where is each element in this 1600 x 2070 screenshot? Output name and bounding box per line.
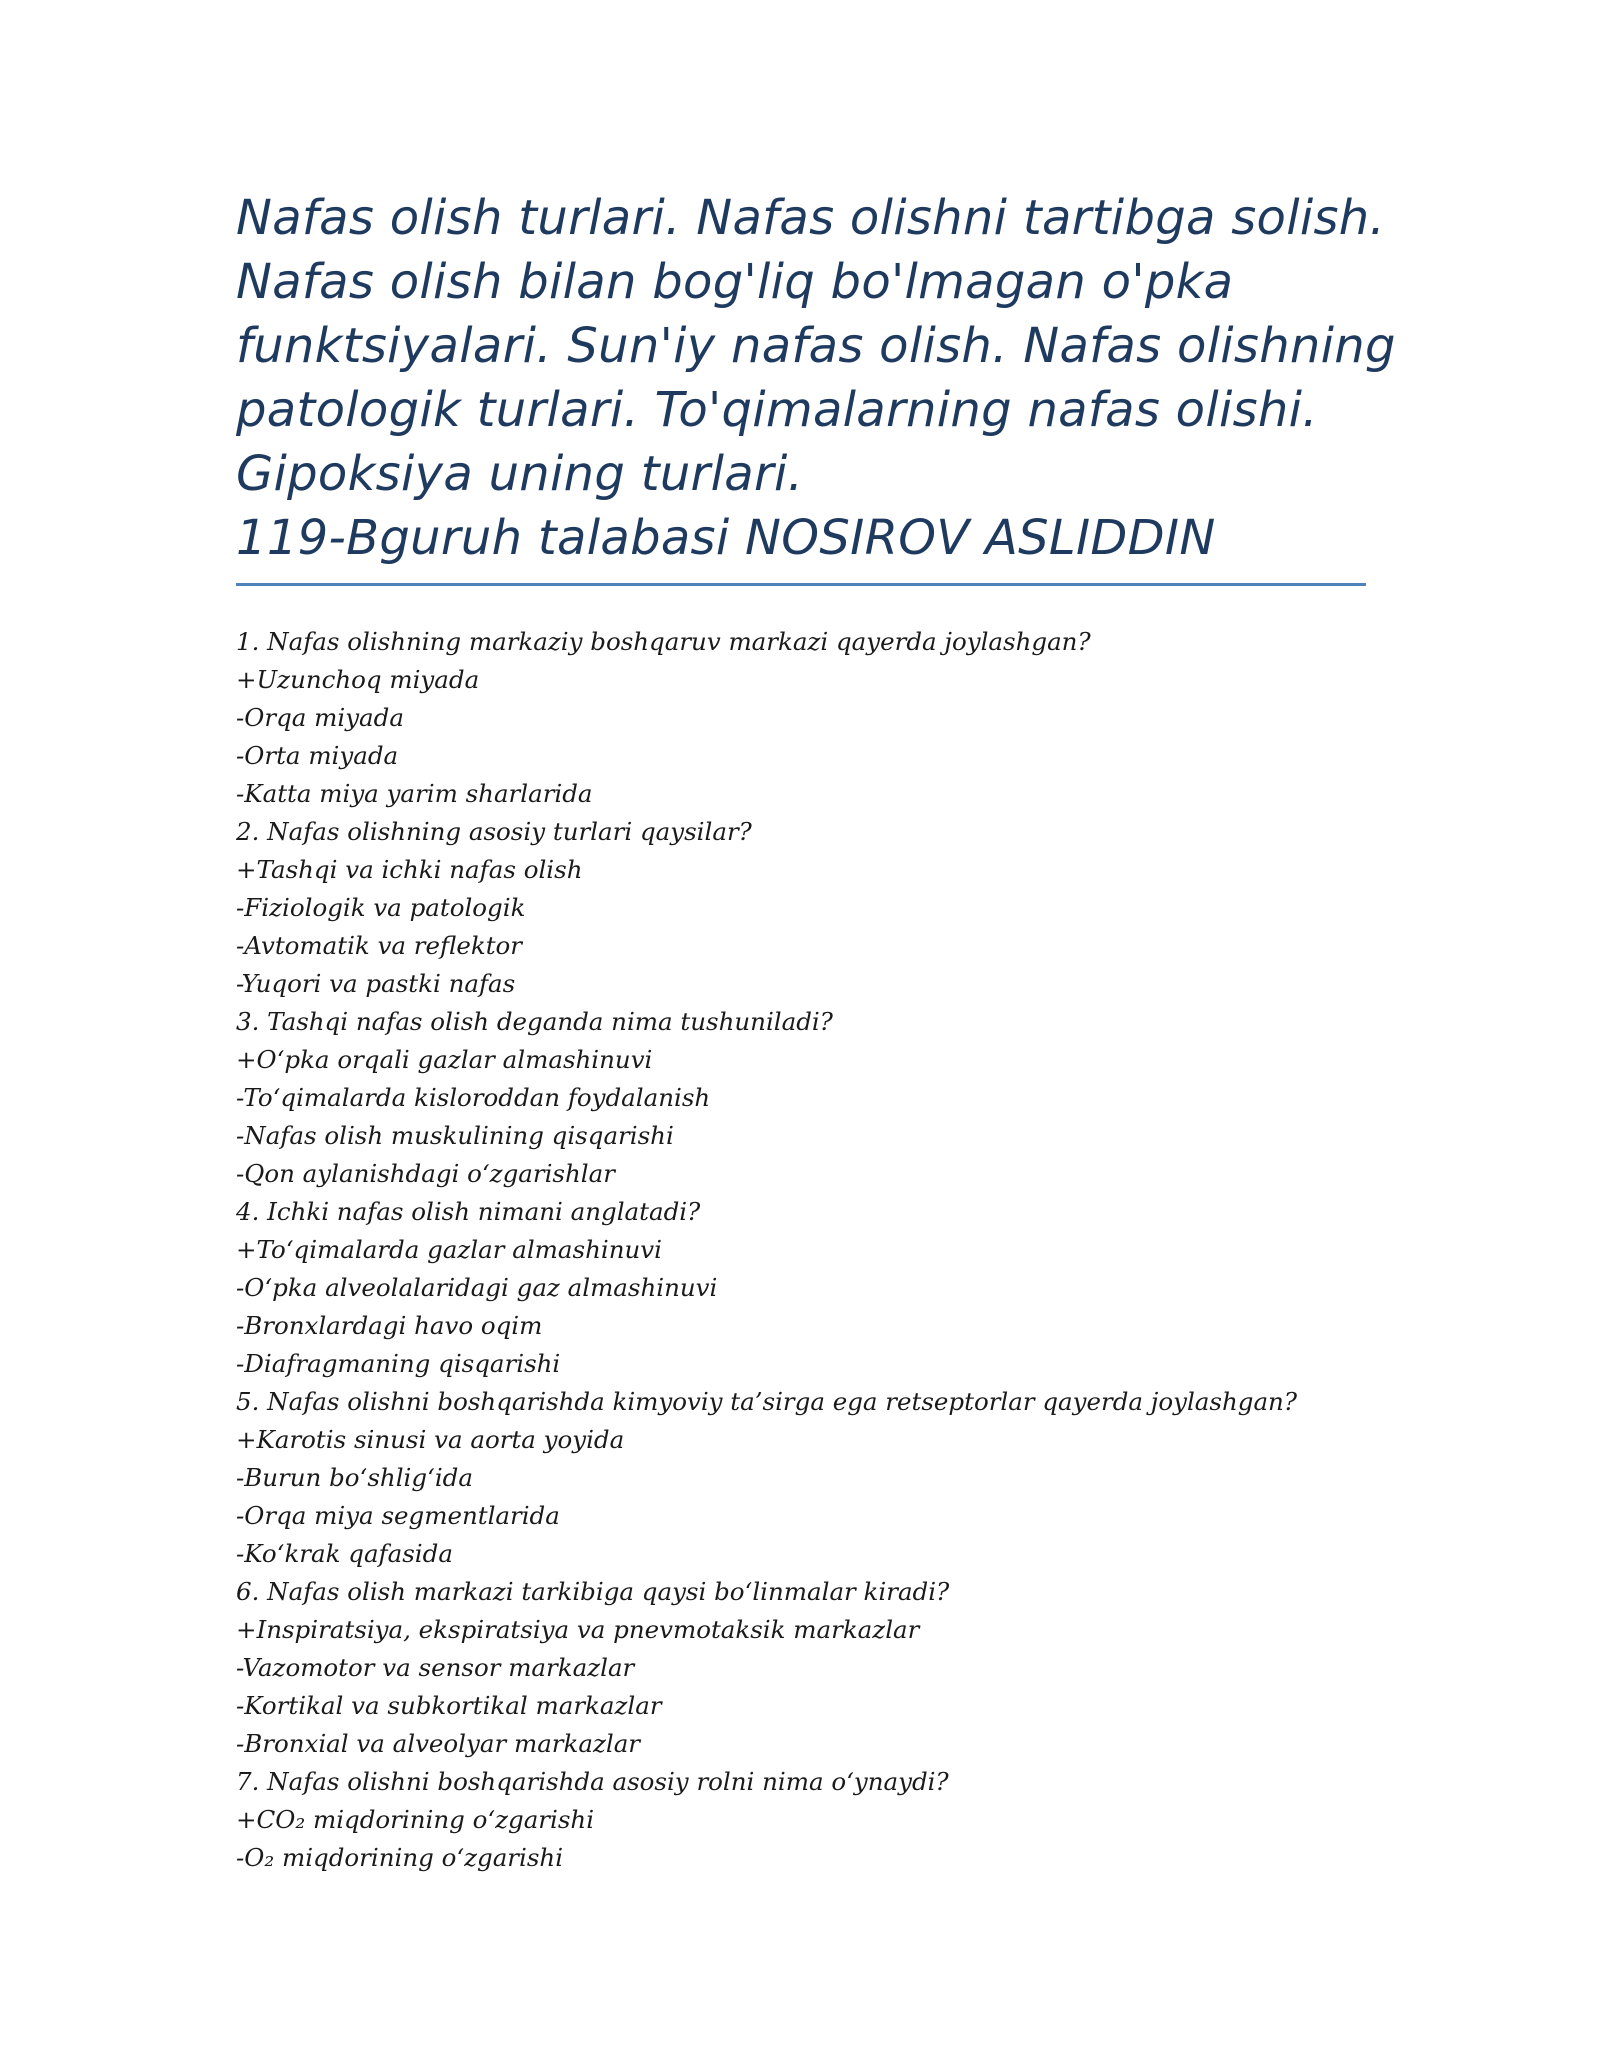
answer-line: -Orqa miyada: [236, 703, 404, 732]
answer-line: -O₂ miqdorining o‘zgarishi: [236, 1843, 564, 1872]
answer-line: -To‘qimalarda kisloroddan foydalanish: [236, 1083, 711, 1112]
answer-line: -Orqa miya segmentlarida: [236, 1501, 560, 1530]
answer-line: -Katta miya yarim sharlarida: [236, 779, 593, 808]
question-line: 6. Nafas olish markazi tarkibiga qaysi bo‘linmalar kiradi?: [236, 1577, 950, 1606]
title-underline: [236, 583, 1366, 586]
title-line: Nafas olish turlari. Nafas olishni tartibga solish.: [236, 190, 1386, 246]
question-line: 3. Tashqi nafas olish deganda nima tushuniladi?: [236, 1007, 833, 1036]
title-line: Nafas olish bilan bog'liq bo'lmagan o'pka: [236, 254, 1234, 310]
answer-line: -Bronxial va alveolyar markazlar: [236, 1729, 641, 1758]
answer-line: -Yuqori va pastki nafas: [236, 969, 516, 998]
answer-line: +To‘qimalarda gazlar almashinuvi: [236, 1235, 662, 1264]
answer-line: -Fiziologik va patologik: [236, 893, 526, 922]
author-line: 119-Bguruh talabasi NOSIROV ASLIDDIN: [236, 510, 1216, 566]
title-line: Gipoksiya uning turlari.: [236, 446, 804, 502]
answer-line: +CO₂ miqdorining o‘zgarishi: [236, 1805, 595, 1834]
answer-line: -Nafas olish muskulining qisqarishi: [236, 1121, 674, 1150]
answer-line: +O‘pka orqali gazlar almashinuvi: [236, 1045, 653, 1074]
answer-line: -Ko‘krak qafasida: [236, 1539, 453, 1568]
answer-line: -O‘pka alveolalaridagi gaz almashinuvi: [236, 1273, 718, 1302]
question-line: 5. Nafas olishni boshqarishda kimyoviy ta’sirga ega retseptorlar qayerda joylashgan?: [236, 1387, 1297, 1416]
title-line: patologik turlari. To'qimalarning nafas olishi.: [236, 382, 1318, 438]
answer-line: +Uzunchoq miyada: [236, 665, 480, 694]
answer-line: +Tashqi va ichki nafas olish: [236, 855, 583, 884]
answer-line: +Inspiratsiya, ekspiratsiya va pnevmotaksik markazlar: [236, 1615, 920, 1644]
quiz-list: [236, 623, 1366, 1877]
answer-line: -Vazomotor va sensor markazlar: [236, 1653, 635, 1682]
document-title: [236, 186, 1396, 570]
answer-line: -Diafragmaning qisqarishi: [236, 1349, 561, 1378]
answer-line: -Burun bo‘shlig‘ida: [236, 1463, 473, 1492]
question-line: 4. Ichki nafas olish nimani anglatadi?: [236, 1197, 701, 1226]
question-line: 2. Nafas olishning asosiy turlari qaysilar?: [236, 817, 752, 846]
answer-line: -Avtomatik va reflektor: [236, 931, 523, 960]
answer-line: +Karotis sinusi va aorta yoyida: [236, 1425, 625, 1454]
answer-line: -Bronxlardagi havo oqim: [236, 1311, 543, 1340]
question-line: 7. Nafas olishni boshqarishda asosiy rolni nima o‘ynaydi?: [236, 1767, 949, 1796]
question-line: 1. Nafas olishning markaziy boshqaruv markazi qayerda joylashgan?: [236, 627, 1091, 656]
title-line: funktsiyalari. Sun'iy nafas olish. Nafas olishning: [236, 318, 1396, 374]
answer-line: -Orta miyada: [236, 741, 399, 770]
answer-line: -Qon aylanishdagi o‘zgarishlar: [236, 1159, 615, 1188]
answer-line: -Kortikal va subkortikal markazlar: [236, 1691, 662, 1720]
